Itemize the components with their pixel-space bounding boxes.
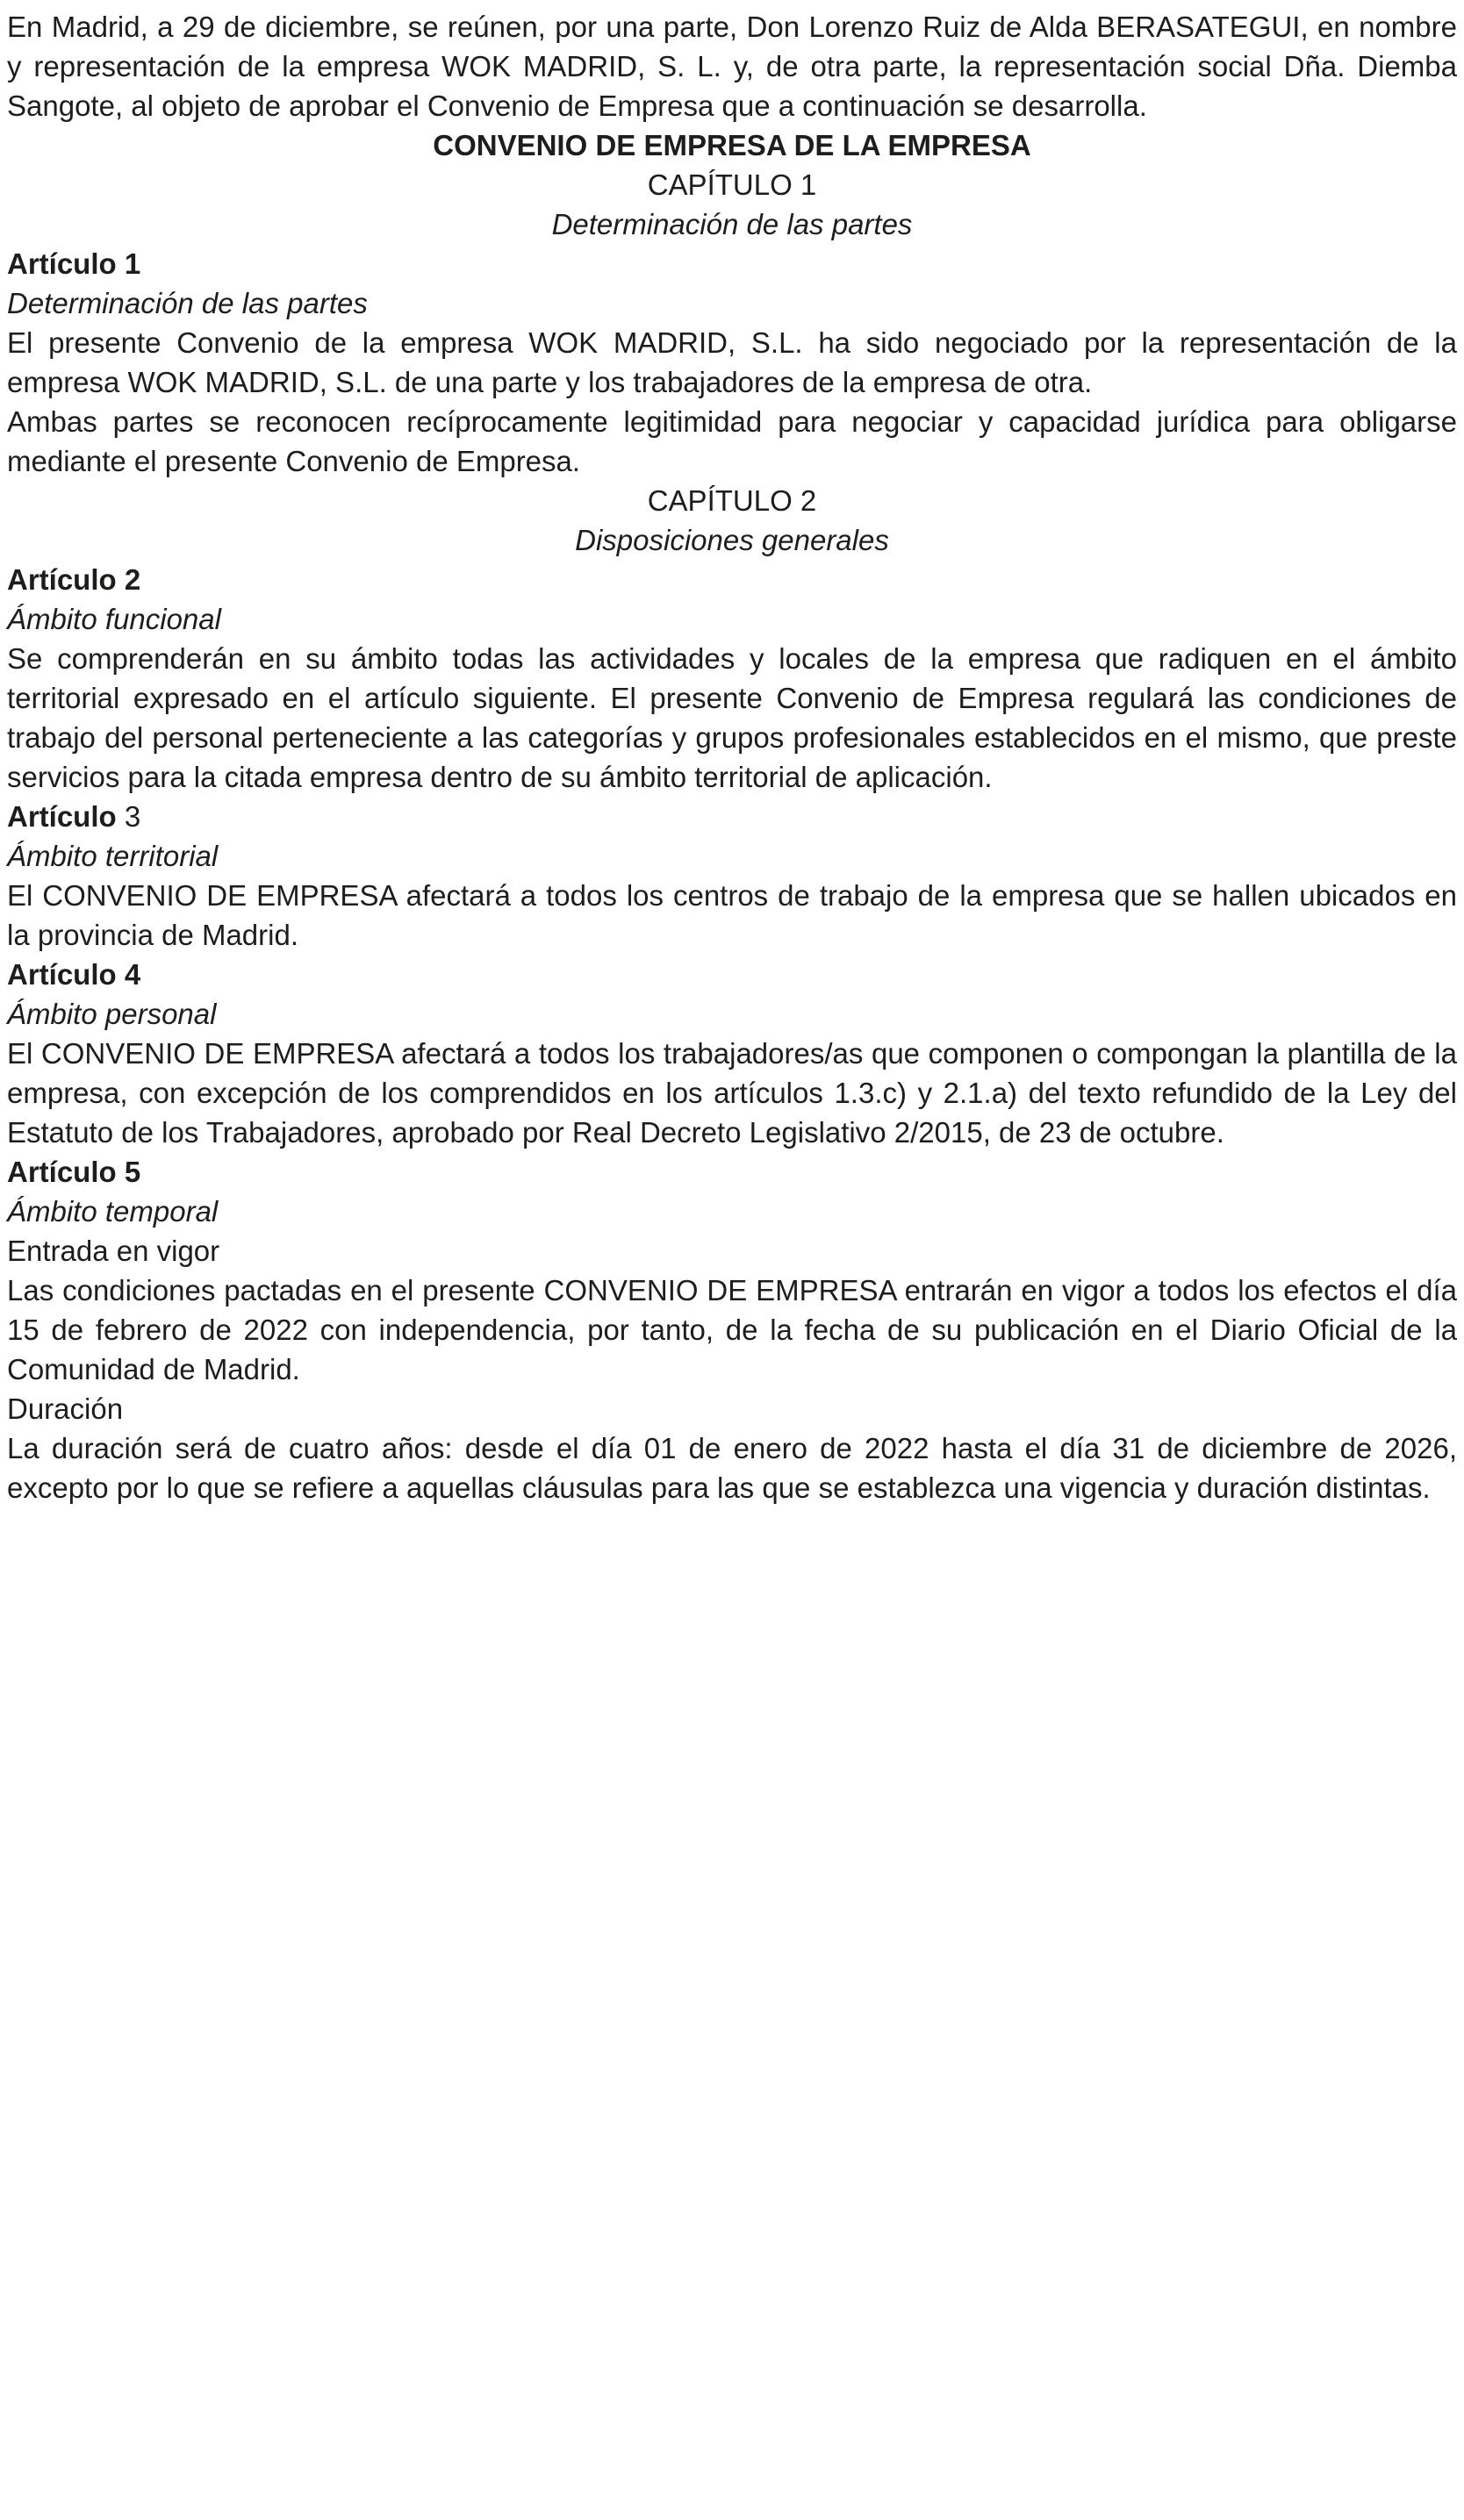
- article-3-subtitle: Ámbito territorial: [7, 840, 219, 872]
- entry-paragraph: Las condiciones pactadas en el presente CONVENIO DE EMPRESA entrarán en vigor a todos los efectos el día 15 de febrero de 2022 con independencia, por tanto, de la fecha de su publicación en el Diario Oficial de la Comunidad de Madrid.: [7, 1274, 1457, 1385]
- duration-paragraph: La duración será de cuatro años: desde el día 01 de enero de 2022 hasta el día 31 de diciembre de 2026, excepto por lo que se refiere a aquellas cláusulas para las que se establezca una vigencia y duración distintas.: [7, 1432, 1457, 1504]
- chapter-2-heading: CAPÍTULO 2: [647, 484, 817, 517]
- article-3-label-word: Artículo: [7, 800, 117, 833]
- article-5-label: Artículo 5: [7, 1156, 141, 1188]
- article-1-paragraph-1: El presente Convenio de la empresa WOK MADRID, S.L. ha sido negociado por la representación de la empresa WOK MADRID, S.L. de una parte y los trabajadores de la empresa de otra.: [7, 326, 1457, 398]
- article-5-subtitle: Ámbito temporal: [7, 1195, 219, 1228]
- chapter-2-subtitle: Disposiciones generales: [575, 524, 889, 556]
- article-1-subtitle: Determinación de las partes: [7, 287, 368, 319]
- document-title: CONVENIO DE EMPRESA DE LA EMPRESA: [433, 129, 1031, 161]
- chapter-1-subtitle: Determinación de las partes: [551, 208, 913, 240]
- article-3-paragraph-1: El CONVENIO DE EMPRESA afectará a todos los centros de trabajo de la empresa que se hallen ubicados en la provincia de Madrid.: [7, 879, 1457, 951]
- article-4-subtitle: Ámbito personal: [7, 998, 217, 1030]
- article-1-label: Artículo 1: [7, 247, 141, 280]
- article-3-label: [7, 797, 1457, 836]
- article-4-label: Artículo 4: [7, 958, 141, 991]
- article-1-paragraph-2: Ambas partes se reconocen recíprocamente legitimidad para negociar y capacidad jurídica para obligarse mediante el presente Convenio de Empresa.: [7, 405, 1457, 477]
- duration-heading: Duración: [7, 1392, 124, 1425]
- article-2-paragraph-1: Se comprenderán en su ámbito todas las actividades y locales de la empresa que radiquen en el ámbito territorial expresado en el artículo siguiente. El presente Convenio de Empresa regulará las condiciones de trabajo del personal perteneciente a las categorías y grupos profesionales establecidos en el mismo, que preste servicios para la citada empresa dentro de su ámbito territorial de aplicación.: [7, 642, 1457, 793]
- article-2-label: Artículo 2: [7, 563, 141, 596]
- entry-heading: Entrada en vigor: [7, 1235, 220, 1267]
- article-4-paragraph-1: El CONVENIO DE EMPRESA afectará a todos los trabajadores/as que componen o compongan la plantilla de la empresa, con excepción de los comprendidos en los artículos 1.3.c) y 2.1.a) del texto refundido de la Ley del Estatuto de los Trabajadores, aprobado por Real Decreto Legislativo 2/2015, de 23 de octubre.: [7, 1037, 1457, 1149]
- opening-paragraph: En Madrid, a 29 de diciembre, se reúnen, por una parte, Don Lorenzo Ruiz de Alda BERASATEGUI, en nombre y representación de la empresa WOK MADRID, S. L. y, de otra parte, la representación social Dña. Diemba Sangote, al objeto de aprobar el Convenio de Empresa que a continuación se desarrolla.: [7, 11, 1457, 122]
- chapter-1-heading: CAPÍTULO 1: [647, 168, 817, 201]
- article-3-label-number: 3: [124, 800, 141, 833]
- article-2-subtitle: Ámbito funcional: [7, 603, 221, 635]
